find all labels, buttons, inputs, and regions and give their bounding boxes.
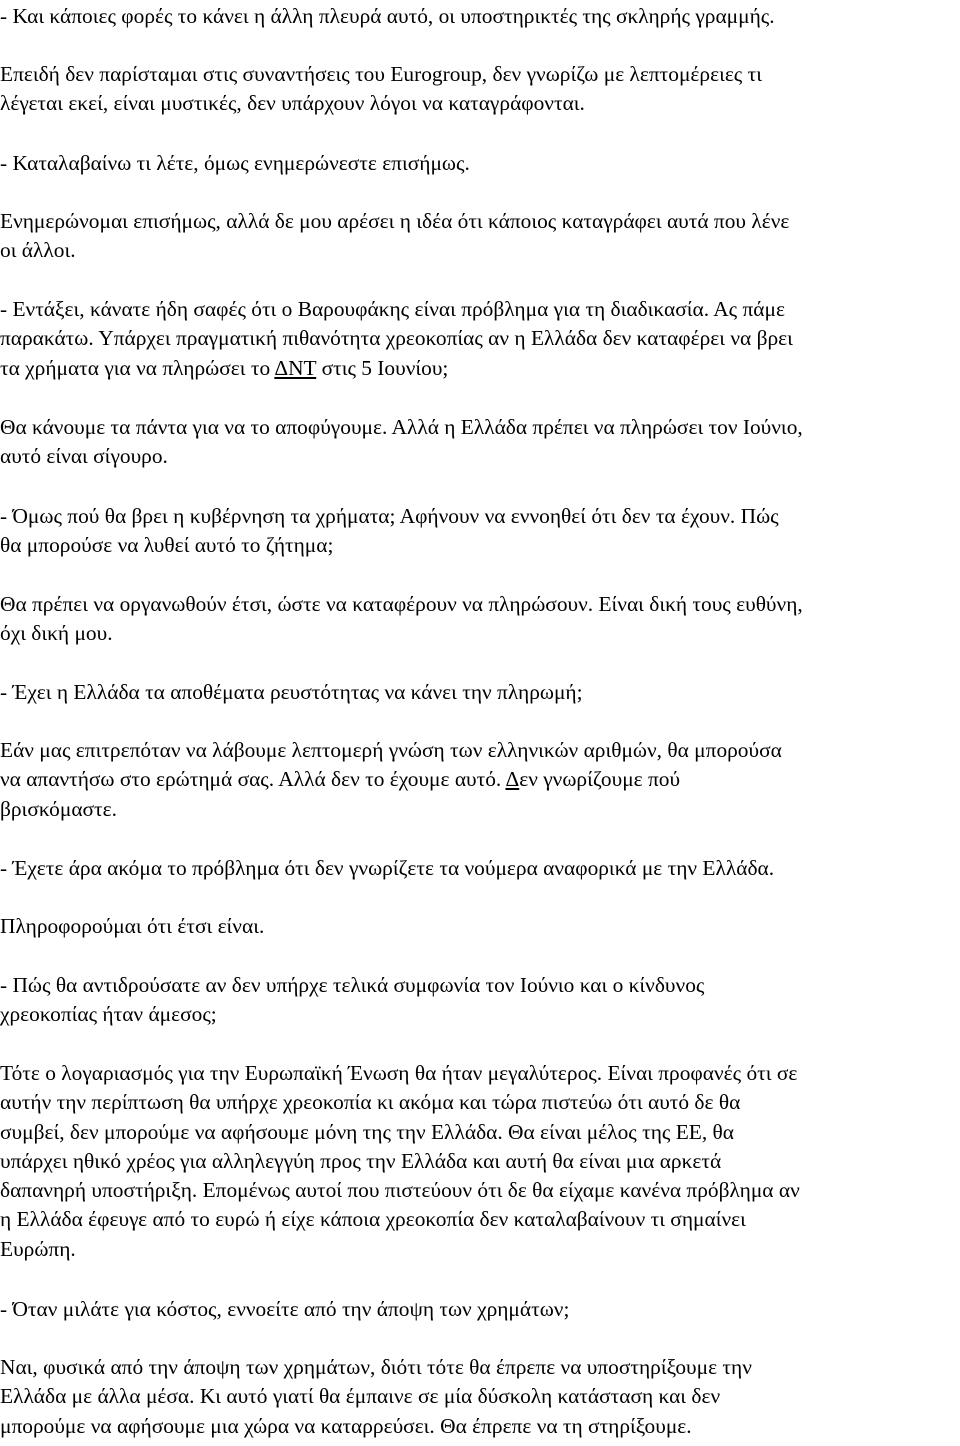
- text-line: Θα πρέπει να οργανωθούν έτσι, ώστε να καταφέρουν να πληρώσουν. Είναι δική τους ευθύνη,: [0, 592, 803, 616]
- answer-june-payment: [0, 413, 960, 472]
- text-line: μπορούμε να αφήσουμε μια χώρα να καταρρεύσει. Θα έπρεπε να τη στηρίξουμε.: [0, 1413, 692, 1438]
- question-where-money: [0, 502, 960, 561]
- answer-money-support: [0, 1353, 960, 1441]
- answer-informed-so: [0, 912, 960, 941]
- text-line: δαπανηρή υποστήριξη. Επομένως αυτοί που πιστεύουν ότι δε θα είχαμε κανένα πρόβλημα αν: [0, 1178, 800, 1203]
- text-line: Θα κάνουμε τα πάντα για να το αποφύγουμε. Αλλά η Ελλάδα πρέπει να πληρώσει τον Ιούνιο,: [0, 415, 803, 439]
- question-hardliners: [0, 2, 960, 31]
- text-line: Ελλάδα με άλλα μέσα. Κι αυτό γιατί θα έμπαινε σε μία δύσκολη κατάσταση και δεν: [0, 1384, 721, 1409]
- text-line: - Πώς θα αντιδρούσατε αν δεν υπήρχε τελικά συμφωνία τον Ιούνιο και ο κίνδυνος: [0, 973, 705, 997]
- text-line: - Και κάποιες φορές το κάνει η άλλη πλευρά αυτό, οι υποστηρικτές της σκληρής γραμμής.: [0, 4, 775, 28]
- question-default-risk: [0, 295, 960, 383]
- text-line: αυτήν την περίπτωση θα υπήρχε χρεοκοπία κι ακόμα και τώρα πιστεύω ότι αυτό δε θα: [0, 1090, 741, 1115]
- answer-informed: [0, 207, 960, 266]
- text-line: Τότε ο λογαριασμός για την Ευρωπαϊκή Ένωση θα ήταν μεγαλύτερος. Είναι προφανές ότι σε: [0, 1061, 798, 1085]
- text-line: οι άλλοι.: [0, 238, 76, 263]
- question-no-agreement: [0, 971, 960, 1030]
- text-line: η Ελλάδα έφευγε από το ευρώ ή είχε κάποια χρεοκοπία δεν καταλαβαίνουν τι σημαίνει: [0, 1207, 746, 1232]
- text-line: - Έχει η Ελλάδα τα αποθέματα ρευστότητας να κάνει την πληρωμή;: [0, 680, 583, 704]
- text-line: - Καταλαβαίνω τι λέτε, όμως ενημερώνεστε επισήμως.: [0, 151, 470, 175]
- text-line: Πληροφορούμαι ότι έτσι είναι.: [0, 914, 265, 938]
- text-line: Επειδή δεν παρίσταμαι στις συναντήσεις του Eurogroup, δεν γνωρίζω με λεπτομέρειες τι: [0, 62, 762, 86]
- question-numbers-problem: [0, 854, 960, 883]
- text-line: Εάν μας επιτρεπόταν να λάβουμε λεπτομερή γνώση των ελληνικών αριθμών, θα μπορούσα: [0, 738, 782, 762]
- text-line: αυτό είναι σίγουρο.: [0, 444, 168, 469]
- text-line: - Έχετε άρα ακόμα το πρόβλημα ότι δεν γνωρίζετε τα νούμερα αναφορικά με την Ελλάδα.: [0, 856, 775, 880]
- underlined-text: Δ: [505, 767, 520, 792]
- text-line: λέγεται εκεί, είναι μυστικές, δεν υπάρχουν λόγοι να καταγράφονται.: [0, 91, 585, 116]
- question-cost: [0, 1295, 960, 1324]
- text-line: Ναι, φυσικά από την άποψη των χρημάτων, διότι τότε θα έπρεπε να υποστηρίξουμε την: [0, 1355, 752, 1379]
- text-line: όχι δική μου.: [0, 621, 113, 646]
- text-line-underlined: να απαντήσω στο ερώτημά σας. Αλλά δεν το έχουμε αυτό. Δεν γνωρίζουμε πού: [0, 767, 681, 792]
- answer-responsibility: [0, 590, 960, 649]
- text-line: υπάρχει ηθικό χρέος για αλληλεγγύη προς την Ελλάδα και αυτή θα είναι μια αρκετά: [0, 1148, 722, 1173]
- text-line-underlined: τα χρήματα για να πληρώσει το ΔΝΤ στις 5 Ιουνίου;: [0, 355, 449, 380]
- answer-eurogroup: [0, 60, 960, 119]
- text-line: θα μπορούσε να λυθεί αυτό το ζήτημα;: [0, 533, 334, 558]
- text-line: - Όταν μιλάτε για κόστος, εννοείτε από την άποψη των χρημάτων;: [0, 1297, 570, 1321]
- text-line: Ενημερώνομαι επισήμως, αλλά δε μου αρέσει η ιδέα ότι κάποιος καταγράφει αυτά που λένε: [0, 209, 790, 233]
- text-line: βρισκόμαστε.: [0, 796, 117, 821]
- question-informed: [0, 149, 960, 178]
- answer-european-bill: [0, 1059, 960, 1264]
- text-line: - Εντάξει, κάνατε ήδη σαφές ότι ο Βαρουφάκης είναι πρόβλημα για τη διαδικασία. Ας πάμε: [0, 297, 785, 321]
- text-line: Ευρώπη.: [0, 1236, 76, 1261]
- answer-numbers: [0, 736, 960, 824]
- text-line: συμβεί, δεν μπορούμε να αφήσουμε μόνη της την Ελλάδα. Θα είναι μέλος της ΕΕ, θα: [0, 1119, 734, 1144]
- question-liquidity: [0, 678, 960, 707]
- text-line: - Όμως πού θα βρει η κυβέρνηση τα χρήματα; Αφήνουν να εννοηθεί ότι δεν τα έχουν. Πώς: [0, 504, 779, 528]
- underlined-text: ΔΝΤ: [274, 355, 317, 380]
- text-line: χρεοκοπίας ήταν άμεσος;: [0, 1002, 217, 1027]
- text-line: παρακάτω. Υπάρχει πραγματική πιθανότητα χρεοκοπίας αν η Ελλάδα δεν καταφέρει να βρει: [0, 326, 793, 351]
